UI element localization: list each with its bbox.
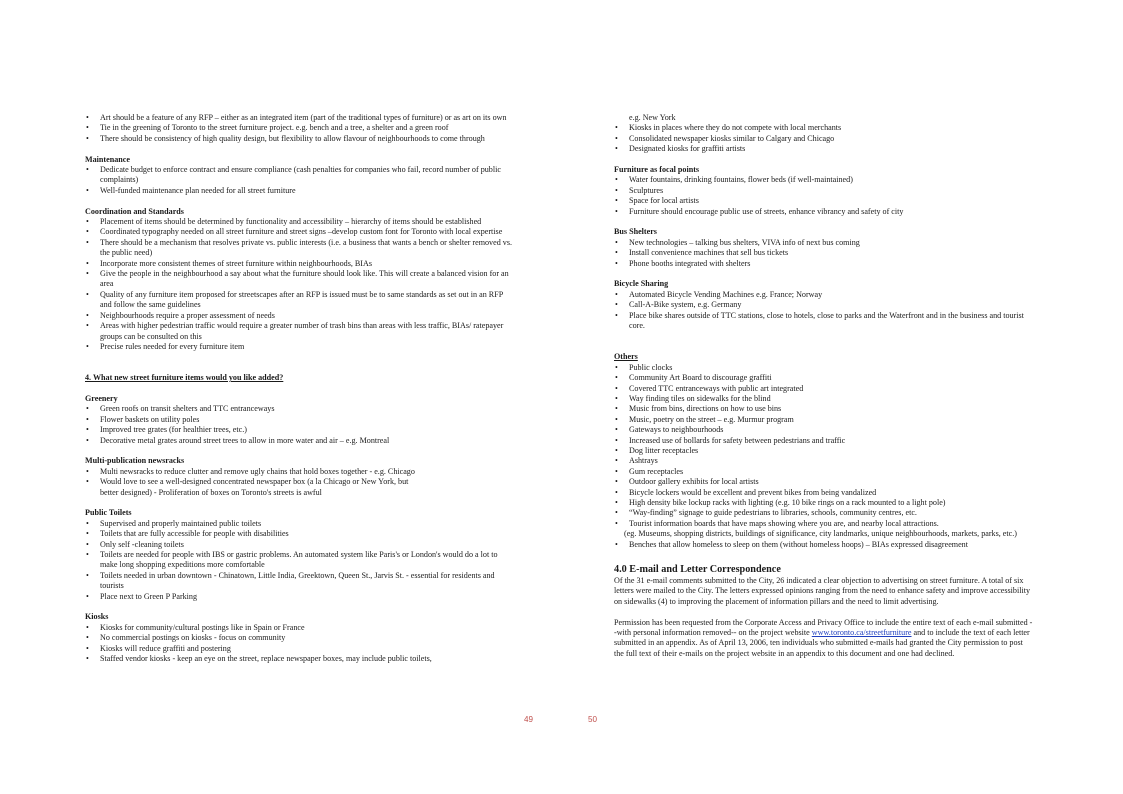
others-list (614, 363, 1034, 550)
list-item: • Kiosks for community/cultural postings like in Spain or France (85, 623, 515, 633)
page-number-right: 50 (588, 715, 598, 724)
list-item: • Flower baskets on utility poles (85, 415, 515, 425)
bus-shelters-list (614, 238, 1034, 269)
list-item: • Only self -cleaning toilets (85, 540, 515, 550)
list-item: • Incorporate more consistent themes of street furniture within neighbourhoods, BIAs (85, 259, 515, 269)
maintenance-list (85, 165, 515, 196)
kiosks-continued-list (614, 113, 1034, 155)
list-item: • Call-A-Bike system, e.g. Germany (614, 300, 1034, 310)
bus-shelters-heading: Bus Shelters (614, 227, 657, 237)
list-item-continuation: (eg. Museums, shopping districts, buildings of significance, city landmarks, unique neighbourhoods, markets, parks, etc.) (624, 529, 1017, 539)
paragraph-text: and to include the text of each letter submitted in an appendix. As of April 13, 2006, ten individuals who submitted e-mails had granted the City permission to post the full text of their e-mails on the project website in an appendix to this document and one had declined. (614, 628, 1030, 658)
list-item: • Quality of any furniture item proposed for streetscapes after an RFP is issued must be to same standards as set out in an RFP and follow the same guidelines (85, 290, 515, 311)
section-paragraph: Of the 31 e-mail comments submitted to the City, 26 indicated a clear objection to advertising on street furniture. A total of six letters were mailed to the City. The letters expressed opinions ranging from the need to enhance safety and improve accessibility on sidewalks (4) to improving the placement of information pillars and the need to limit advertising. (614, 576, 1031, 606)
list-item: • Toilets that are fully accessible for people with disabilities (85, 529, 515, 539)
list-item: • Public clocks (614, 363, 1034, 373)
list-item: • “Way-finding” signage to guide pedestrians to libraries, schools, community centres, etc. (614, 508, 1034, 518)
bicycle-sharing-list (614, 290, 1034, 332)
page-number-left: 49 (524, 715, 534, 724)
bicycle-sharing-heading: Bicycle Sharing (614, 279, 669, 289)
project-website-link[interactable]: www.toronto.ca/streetfurniture (811, 628, 912, 638)
list-item: • Areas with higher pedestrian traffic would require a greater number of trash bins than areas with less traffic, BIAs/ ratepayer groups can be consulted on this (85, 321, 515, 342)
coordination-heading: Coordination and Standards (85, 206, 184, 216)
list-item: • Music, poetry on the street – e.g. Murmur program (614, 415, 1034, 425)
right-page-column (614, 113, 1034, 659)
newsracks-heading: Multi-publication newsracks (85, 456, 185, 466)
list-item: • Art should be a feature of any RFP – either as an integrated item (part of the traditional types of furniture) or as art on its own (85, 113, 515, 123)
list-item: • Decorative metal grates around street trees to allow in more water and air – e.g. Montreal (85, 436, 515, 446)
list-item: • Covered TTC entranceways with public art integrated (614, 384, 1034, 394)
list-item: • Toilets needed in urban downtown - Chinatown, Little India, Greektown, Queen St., Jarvis St. - essential for residents and tourists (85, 571, 515, 592)
list-item: • Consolidated newspaper kiosks similar to Calgary and Chicago (614, 134, 1034, 144)
section-title: 4.0 E-mail and Letter Correspondence (614, 564, 781, 575)
list-item: • Precise rules needed for every furniture item (85, 342, 515, 352)
list-item: • New technologies – talking bus shelters, VIVA info of next bus coming (614, 238, 1034, 248)
coordination-list (85, 217, 515, 352)
list-item: • Green roofs on transit shelters and TTC entranceways (85, 404, 515, 414)
paragraph-text: Permission has been requested from the Corporate Access and Privacy Office to include the entire text of each e-mail submitted --with personal information removed-- on the project website (614, 617, 1033, 638)
focal-points-heading: Furniture as focal points (614, 165, 700, 175)
list-item: • There should be consistency of high quality design, but flexibility to allow flavour of neighbourhoods to come through (85, 134, 515, 144)
list-item: • There should be a mechanism that resolves private vs. public interests (i.e. a business that wants a bench or shelter removed vs. the public need) (85, 238, 515, 259)
kiosks-heading: Kiosks (85, 612, 109, 622)
others-heading: Others (614, 352, 638, 362)
greenery-heading: Greenery (85, 393, 118, 403)
list-item: • Water fountains, drinking fountains, flower beds (if well-maintained) (614, 175, 1034, 185)
list-item: • Sculptures (614, 186, 1034, 196)
list-item: • Place bike shares outside of TTC stations, close to hotels, close to parks and the Waterfront and in the business and tourist core. (614, 311, 1034, 332)
list-item: • Install convenience machines that sell bus tickets (614, 248, 1034, 258)
list-item-continuation: e.g. New York (629, 113, 676, 122)
maintenance-heading: Maintenance (85, 154, 130, 164)
list-item: • Improved tree grates (for healthier trees, etc.) (85, 425, 515, 435)
section-paragraph (614, 618, 1034, 660)
list-item: • Place next to Green P Parking (85, 592, 515, 602)
list-item: • Placement of items should be determined by functionality and accessibility – hierarchy of items should be established (85, 217, 515, 227)
greenery-list (85, 404, 515, 446)
list-item: • High density bike lockup racks with lighting (e.g. 10 bike rings on a rack mounted to a light pole) (614, 498, 1034, 508)
list-item: • Give the people in the neighbourhood a say about what the furniture should look like. This will create a balanced vision for an area (85, 269, 515, 290)
newsracks-list (85, 467, 515, 498)
list-item: • Gateways to neighbourhoods (614, 425, 1034, 435)
list-item: • Staffed vendor kiosks - keep an eye on the street, replace newspaper boxes, may include public toilets, (85, 654, 515, 664)
list-item: • Space for local artists (614, 196, 1034, 206)
list-item: • Kiosks in places where they do not compete with local merchants (614, 123, 1034, 133)
list-item: • Outdoor gallery exhibits for local artists (614, 477, 1034, 487)
kiosks-list (85, 623, 515, 665)
list-item: • Way finding tiles on sidewalks for the blind (614, 394, 1034, 404)
question-heading: 4. What new street furniture items would you like added? (85, 373, 284, 383)
list-item: • Bicycle lockers would be excellent and prevent bikes from being vandalized (614, 488, 1034, 498)
list-item: • Toilets are needed for people with IBS or gastric problems. An automated system like Paris's or London's would do a lot to make long shopping expeditions more comfortable (85, 550, 515, 571)
list-item: • Dog litter receptacles (614, 446, 1034, 456)
left-page-column (85, 113, 515, 664)
toilets-heading: Public Toilets (85, 508, 132, 518)
focal-points-list (614, 175, 1034, 217)
list-item: • Increased use of bollards for safety between pedestrians and traffic (614, 436, 1034, 446)
list-item: • Automated Bicycle Vending Machines e.g. France; Norway (614, 290, 1034, 300)
list-item: • Would love to see a well-designed concentrated newspaper box (a la Chicago or New York, but better designed) - Proliferation of boxes on Toronto's streets is awful (85, 477, 515, 498)
list-item: • Tourist information boards that have maps showing where you are, and nearby local attractions. (614, 519, 1034, 529)
list-item: • Furniture should encourage public use of streets, enhance vibrancy and safety of city (614, 207, 1034, 217)
list-item: • Tie in the greening of Toronto to the street furniture project. e.g. bench and a tree, a shelter and a green roof (85, 123, 515, 133)
list-item: • Benches that allow homeless to sleep on them (without homeless hoops) – BIAs expressed disagreement (614, 540, 1034, 550)
list-item: • Multi newsracks to reduce clutter and remove ugly chains that hold boxes together - e.g. Chicago (85, 467, 515, 477)
list-item: • No commercial postings on kiosks - focus on community (85, 633, 515, 643)
list-item: • Designated kiosks for graffiti artists (614, 144, 1034, 154)
list-item: • Well-funded maintenance plan needed for all street furniture (85, 186, 515, 196)
list-item: • Ashtrays (614, 456, 1034, 466)
list-item: • Dedicate budget to enforce contract and ensure compliance (cash penalties for companies who fail, record number of public complaints) (85, 165, 515, 186)
list-item: • Community Art Board to discourage graffiti (614, 373, 1034, 383)
list-item: • Neighbourhoods require a proper assessment of needs (85, 311, 515, 321)
intro-list (85, 113, 515, 144)
list-item: • Kiosks will reduce graffiti and postering (85, 644, 515, 654)
list-item: • Gum receptacles (614, 467, 1034, 477)
list-item: • Phone booths integrated with shelters (614, 259, 1034, 269)
list-item: • Music from bins, directions on how to use bins (614, 404, 1034, 414)
list-item: • Supervised and properly maintained public toilets (85, 519, 515, 529)
list-item: • Coordinated typography needed on all street furniture and street signs –develop custom font for Toronto with local expertise (85, 227, 515, 237)
toilets-list (85, 519, 515, 602)
